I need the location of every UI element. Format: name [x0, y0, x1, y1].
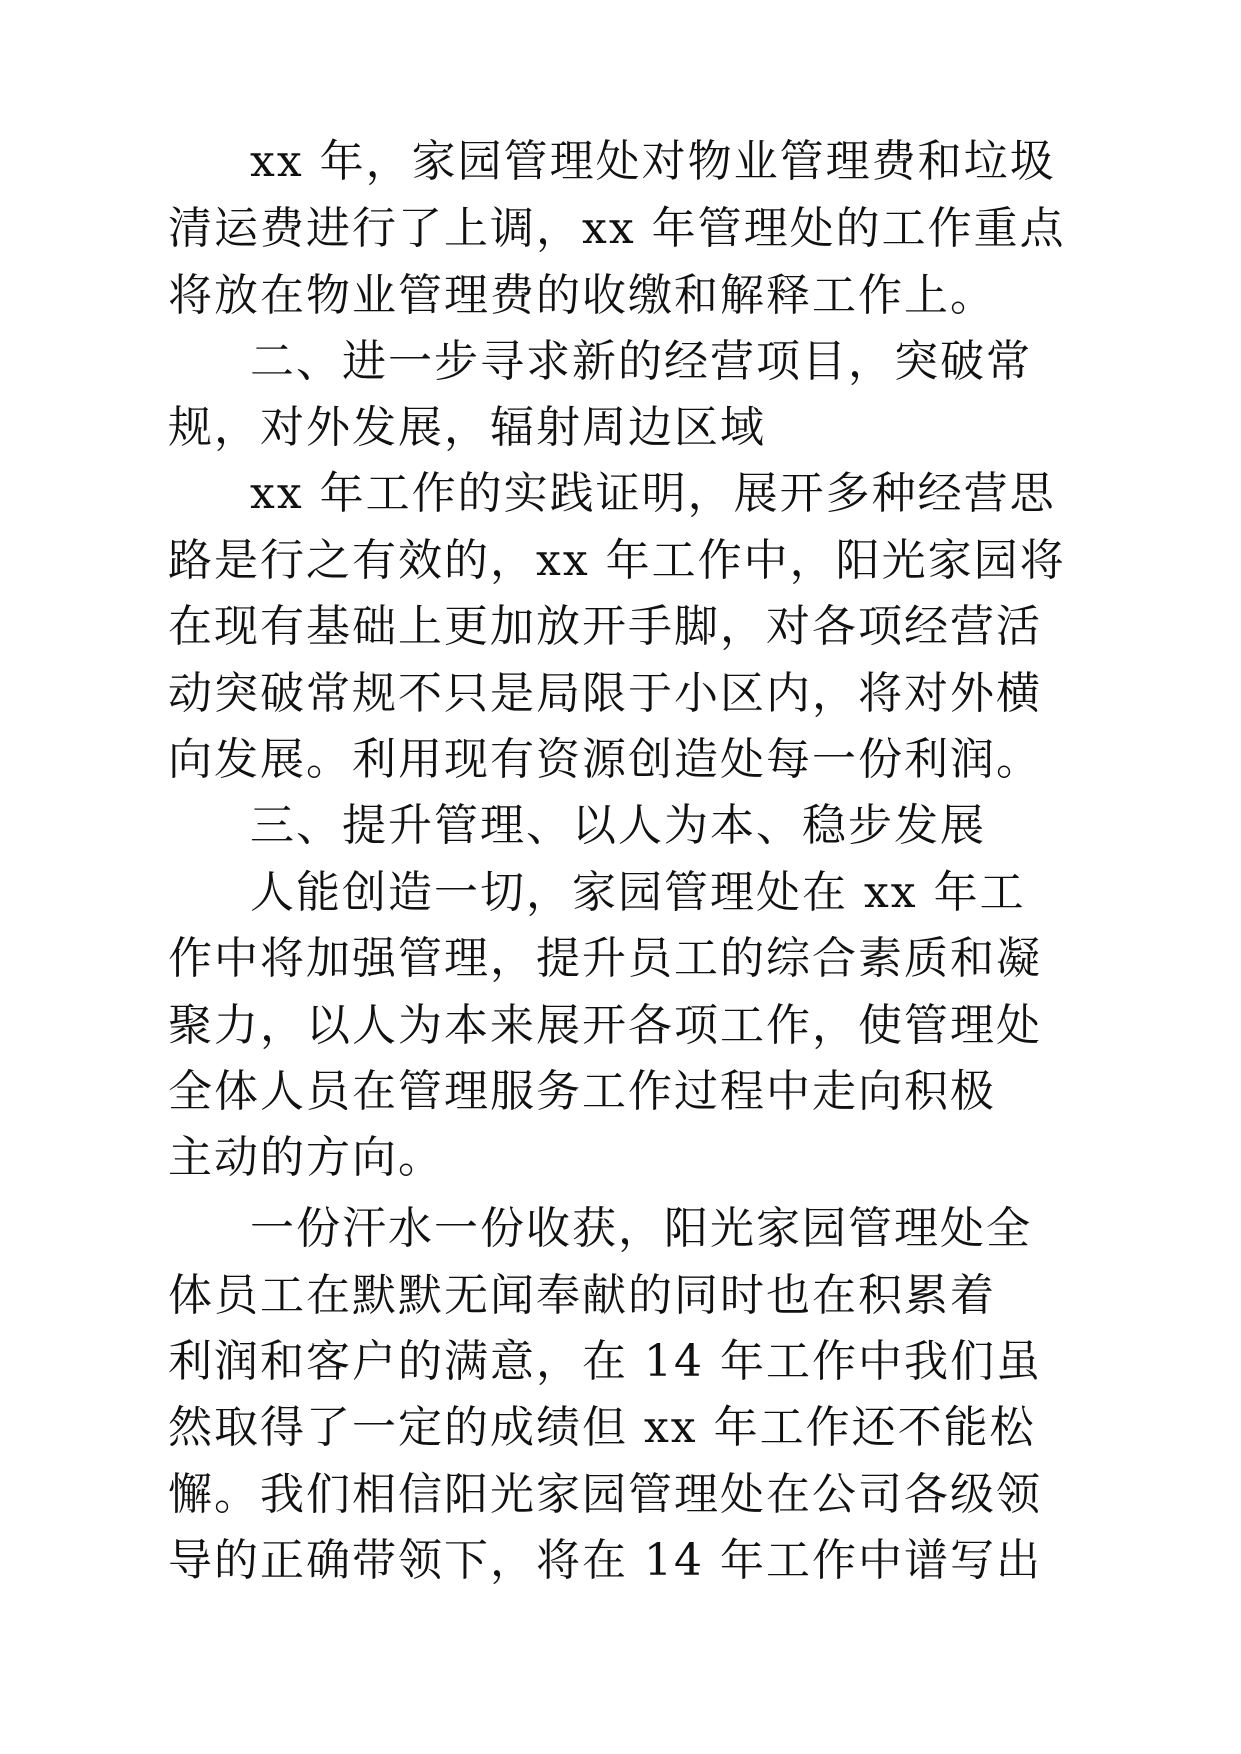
text-line: 全体人员在管理服务工作过程中走向积极: [168, 1066, 996, 1117]
text-line: 清运费进行了上调，xx 年管理处的工作重点: [168, 203, 1066, 254]
section-heading: 二、进一步寻求新的经营项目，突破常: [250, 336, 1032, 387]
text-line: 利润和客户的满意，在 14 年工作中我们虽: [168, 1336, 1042, 1387]
text-line: 作中将加强管理，提升员工的综合素质和凝: [168, 933, 1042, 984]
text-line: 动突破常规不只是局限于小区内，将对外横: [168, 668, 1042, 719]
text-line: xx 年工作的实践证明，展开多种经营思: [250, 468, 1056, 519]
text-line: 一份汗水一份收获，阳光家园管理处全: [250, 1203, 1032, 1254]
text-line: 懈。我们相信阳光家园管理处在公司各级领: [168, 1469, 1042, 1520]
text-line: xx 年，家园管理处对物业管理费和垃圾: [250, 136, 1056, 187]
text-line: 人能创造一切，家园管理处在 xx 年工: [250, 867, 1026, 918]
section-heading: 规，对外发展，辐射周边区域: [168, 402, 766, 453]
text-line: 向发展。利用现有资源创造处每一份利润。: [168, 734, 1042, 785]
text-line: 主动的方向。: [168, 1132, 444, 1183]
text-line: 导的正确带领下，将在 14 年工作中谱写出: [168, 1535, 1042, 1586]
text-line: 路是行之有效的，xx 年工作中，阳光家园将: [168, 535, 1066, 586]
section-heading: 三、提升管理、以人为本、稳步发展: [250, 800, 986, 851]
text-line: 聚力，以人为本来展开各项工作，使管理处: [168, 1000, 1042, 1051]
text-line: 将放在物业管理费的收缴和解释工作上。: [168, 270, 996, 321]
text-line: 在现有基础上更加放开手脚，对各项经营活: [168, 601, 1042, 652]
text-line: 然取得了一定的成绩但 xx 年工作还不能松: [168, 1402, 1036, 1453]
text-line: 体员工在默默无闻奉献的同时也在积累着: [168, 1270, 996, 1321]
